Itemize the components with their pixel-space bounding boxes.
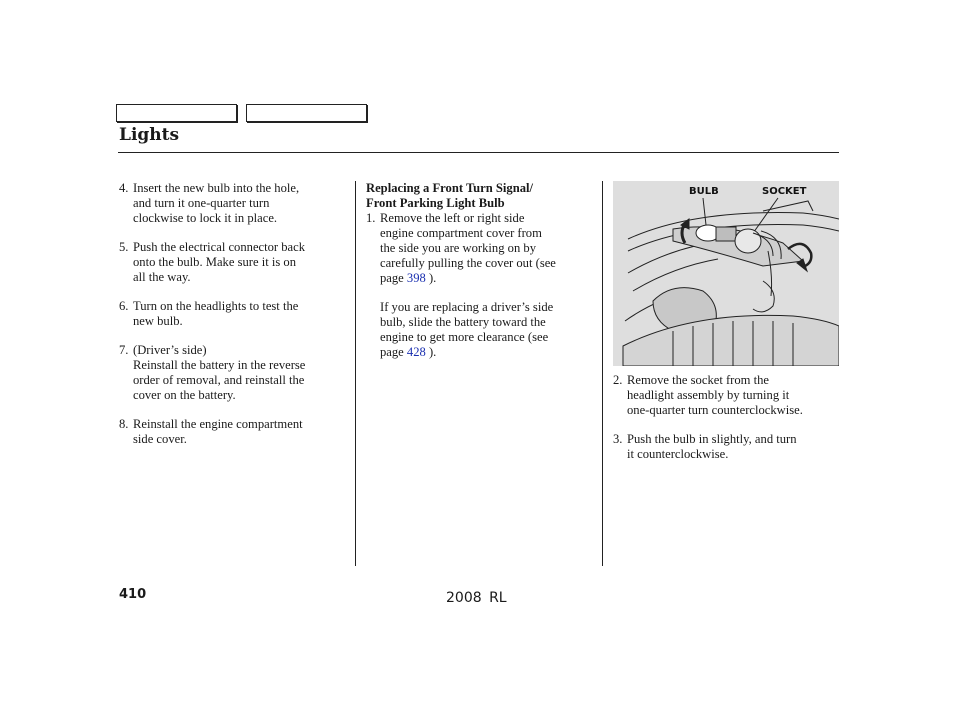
step-text: all the way. bbox=[133, 270, 191, 284]
page-link-398[interactable]: 398 bbox=[406, 271, 426, 285]
footer-model: 2008 RL bbox=[446, 590, 507, 606]
socket-label: SOCKET bbox=[762, 186, 807, 197]
step-text: (Driver’s side) bbox=[133, 343, 207, 357]
step-text: Remove the socket from the bbox=[627, 373, 769, 387]
step-1 bbox=[366, 211, 598, 360]
page-link-428[interactable]: 428 bbox=[406, 345, 426, 359]
step-text: order of removal, and reinstall the bbox=[133, 373, 305, 387]
right-column bbox=[613, 373, 847, 462]
step-text: Push the electrical connector back bbox=[133, 240, 306, 254]
column-divider-2 bbox=[602, 181, 603, 566]
step-text: and turn it one-quarter turn bbox=[133, 196, 270, 210]
step-number: 7. bbox=[119, 343, 129, 357]
step-text: Insert the new bulb into the hole, bbox=[133, 181, 300, 195]
step-number: 3. bbox=[613, 432, 623, 446]
step-7 bbox=[119, 343, 351, 403]
step-text: the side you are working on by bbox=[380, 241, 536, 255]
section-heading: Replacing a Front Turn Signal/ bbox=[366, 181, 534, 195]
note-text: page 428 ). bbox=[380, 345, 437, 359]
step-8 bbox=[119, 417, 351, 447]
step-number: 1. bbox=[366, 211, 376, 225]
section-heading: Front Parking Light Bulb bbox=[366, 196, 505, 210]
step-text: onto the bulb. Make sure it is on bbox=[133, 255, 296, 269]
step-text: headlight assembly by turning it bbox=[627, 388, 790, 402]
step-text: Remove the left or right side bbox=[380, 211, 525, 225]
headlight-bulb-figure bbox=[613, 181, 839, 366]
step-text: it counterclockwise. bbox=[627, 447, 729, 461]
bulb-label: BULB bbox=[689, 186, 719, 197]
headlight-assembly-drawing-icon bbox=[613, 181, 839, 366]
left-column bbox=[119, 181, 351, 447]
title-divider bbox=[118, 152, 839, 153]
nav-tab-2[interactable] bbox=[246, 104, 367, 122]
column-divider-1 bbox=[355, 181, 356, 566]
step-text: side cover. bbox=[133, 432, 187, 446]
step-3 bbox=[613, 432, 847, 462]
step-text: one-quarter turn counterclockwise. bbox=[627, 403, 803, 417]
step-text: Reinstall the battery in the reverse bbox=[133, 358, 306, 372]
step-4 bbox=[119, 181, 351, 226]
step-number: 4. bbox=[119, 181, 129, 195]
step-text: clockwise to lock it in place. bbox=[133, 211, 278, 225]
step-number: 8. bbox=[119, 417, 129, 431]
page-number: 410 bbox=[119, 587, 147, 602]
step-text: Turn on the headlights to test the bbox=[133, 299, 299, 313]
step-text: Reinstall the engine compartment bbox=[133, 417, 303, 431]
step-5 bbox=[119, 240, 351, 285]
step-number: 5. bbox=[119, 240, 129, 254]
step-number: 2. bbox=[613, 373, 623, 387]
step-text: new bulb. bbox=[133, 314, 183, 328]
note-text: bulb, slide the battery toward the bbox=[380, 315, 546, 329]
step-number: 6. bbox=[119, 299, 129, 313]
nav-tab-1[interactable] bbox=[116, 104, 237, 122]
step-text: page 398 ). bbox=[380, 271, 437, 285]
middle-column bbox=[366, 181, 598, 360]
step-2 bbox=[613, 373, 847, 418]
note-text: If you are replacing a driver’s side bbox=[380, 300, 554, 314]
page-title: Lights bbox=[119, 125, 180, 145]
step-text: cover on the battery. bbox=[133, 388, 236, 402]
step-text: carefully pulling the cover out (see bbox=[380, 256, 556, 270]
note-text: engine to get more clearance (see bbox=[380, 330, 549, 344]
step-text: engine compartment cover from bbox=[380, 226, 542, 240]
step-6 bbox=[119, 299, 351, 329]
step-text: Push the bulb in slightly, and turn bbox=[627, 432, 797, 446]
